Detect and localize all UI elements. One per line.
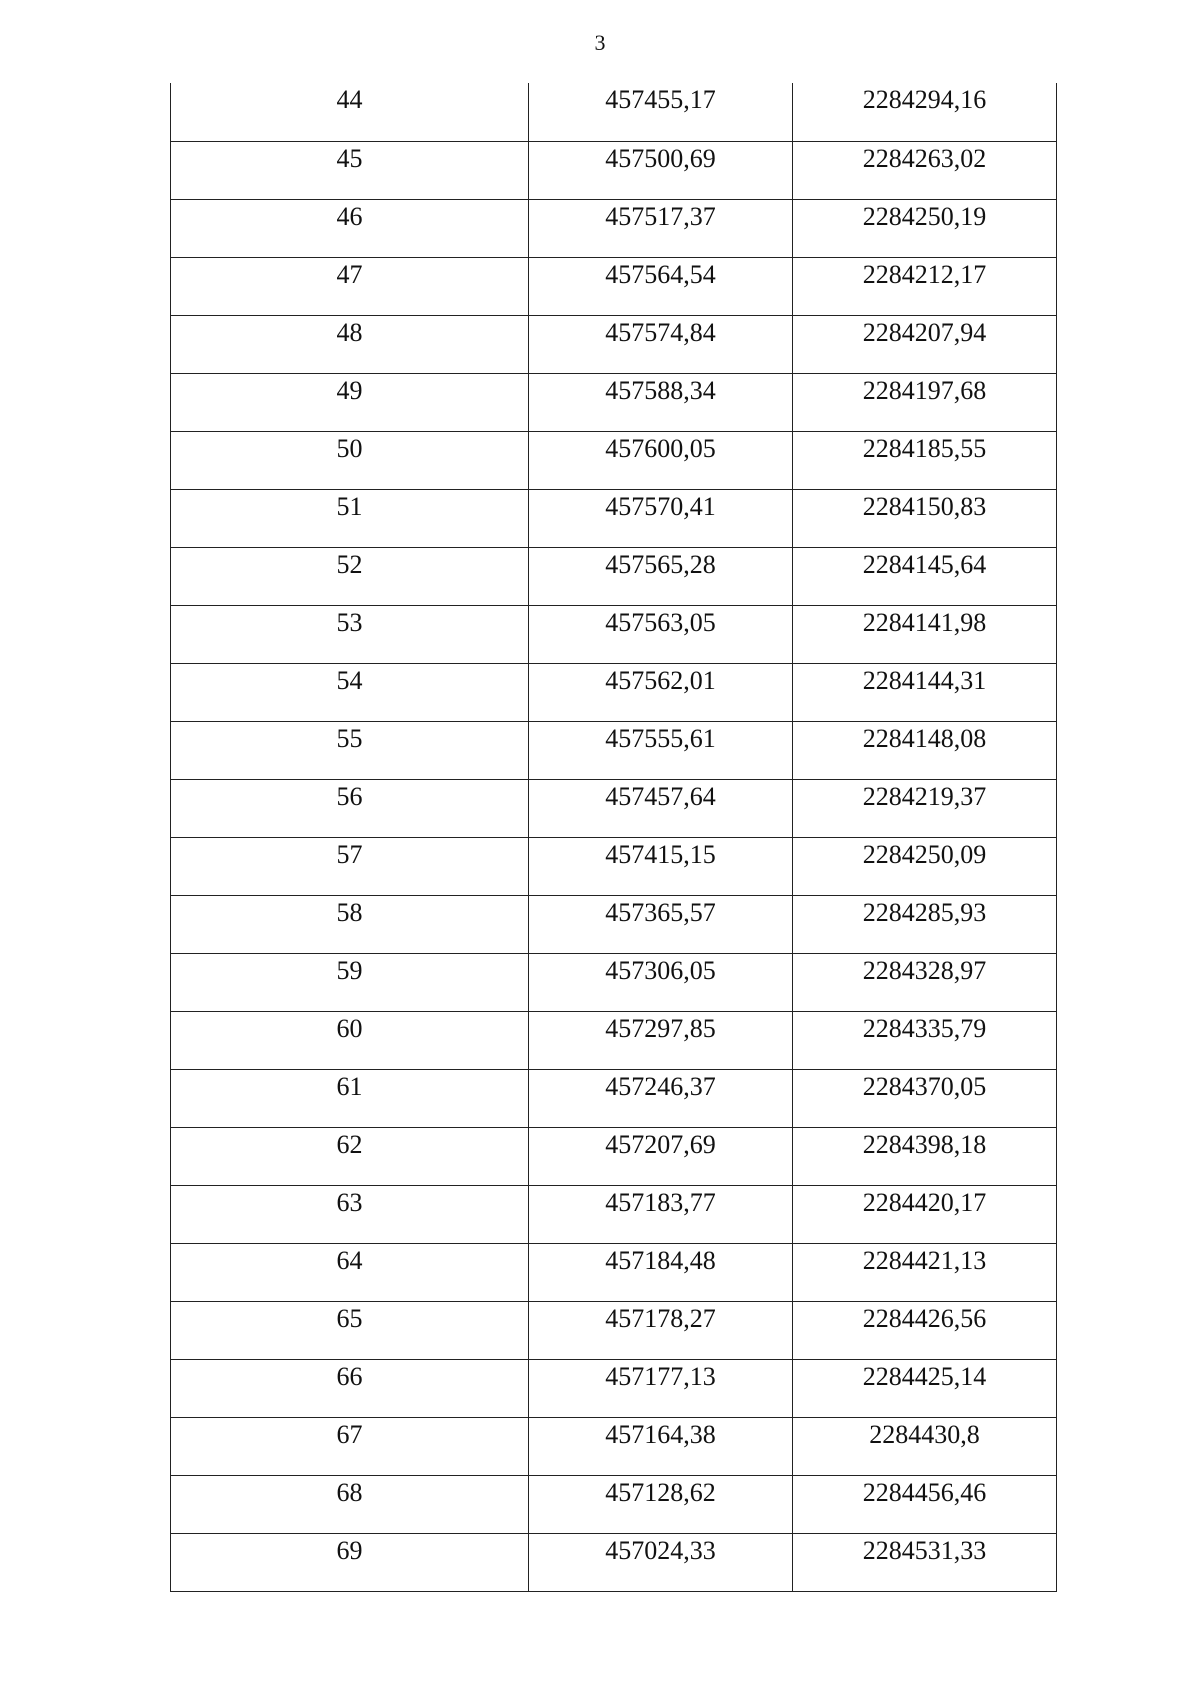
y-coordinate-cell: 2284328,97 [793, 953, 1057, 1011]
point-number-cell: 54 [171, 663, 529, 721]
x-coordinate-cell: 457564,54 [529, 257, 793, 315]
point-number-cell: 65 [171, 1301, 529, 1359]
y-coordinate-cell: 2284219,37 [793, 779, 1057, 837]
x-coordinate-cell: 457024,33 [529, 1533, 793, 1591]
y-coordinate-cell: 2284285,93 [793, 895, 1057, 953]
x-coordinate-cell: 457297,85 [529, 1011, 793, 1069]
y-coordinate-cell: 2284426,56 [793, 1301, 1057, 1359]
point-number-cell: 49 [171, 373, 529, 431]
table-row [171, 1243, 1057, 1301]
y-coordinate-cell: 2284456,46 [793, 1475, 1057, 1533]
y-coordinate-cell: 2284144,31 [793, 663, 1057, 721]
table-row [171, 489, 1057, 547]
point-number-cell: 59 [171, 953, 529, 1011]
y-coordinate-cell: 2284141,98 [793, 605, 1057, 663]
y-coordinate-cell: 2284398,18 [793, 1127, 1057, 1185]
y-coordinate-cell: 2284421,13 [793, 1243, 1057, 1301]
coordinates-table-body [171, 83, 1057, 1591]
x-coordinate-cell: 457365,57 [529, 895, 793, 953]
table-row [171, 431, 1057, 489]
table-row [171, 373, 1057, 431]
y-coordinate-cell: 2284148,08 [793, 721, 1057, 779]
point-number-cell: 53 [171, 605, 529, 663]
y-coordinate-cell: 2284370,05 [793, 1069, 1057, 1127]
x-coordinate-cell: 457588,34 [529, 373, 793, 431]
point-number-cell: 64 [171, 1243, 529, 1301]
x-coordinate-cell: 457555,61 [529, 721, 793, 779]
point-number-cell: 47 [171, 257, 529, 315]
x-coordinate-cell: 457562,01 [529, 663, 793, 721]
y-coordinate-cell: 2284185,55 [793, 431, 1057, 489]
x-coordinate-cell: 457184,48 [529, 1243, 793, 1301]
table-row [171, 721, 1057, 779]
table-row [171, 1533, 1057, 1591]
page-number: 3 [594, 30, 606, 55]
x-coordinate-cell: 457178,27 [529, 1301, 793, 1359]
y-coordinate-cell: 2284150,83 [793, 489, 1057, 547]
point-number-cell: 66 [171, 1359, 529, 1417]
point-number-cell: 48 [171, 315, 529, 373]
table-row [171, 257, 1057, 315]
table-row [171, 1417, 1057, 1475]
x-coordinate-cell: 457457,64 [529, 779, 793, 837]
point-number-cell: 45 [171, 141, 529, 199]
point-number-cell: 46 [171, 199, 529, 257]
table-row [171, 199, 1057, 257]
table-row [171, 315, 1057, 373]
point-number-cell: 67 [171, 1417, 529, 1475]
x-coordinate-cell: 457600,05 [529, 431, 793, 489]
y-coordinate-cell: 2284250,19 [793, 199, 1057, 257]
y-coordinate-cell: 2284207,94 [793, 315, 1057, 373]
table-row [171, 1475, 1057, 1533]
table-row [171, 83, 1057, 141]
table-row [171, 837, 1057, 895]
table-row [171, 895, 1057, 953]
table-row [171, 1069, 1057, 1127]
y-coordinate-cell: 2284263,02 [793, 141, 1057, 199]
x-coordinate-cell: 457500,69 [529, 141, 793, 199]
x-coordinate-cell: 457164,38 [529, 1417, 793, 1475]
point-number-cell: 44 [171, 83, 529, 141]
x-coordinate-cell: 457565,28 [529, 547, 793, 605]
table-row [171, 1185, 1057, 1243]
point-number-cell: 69 [171, 1533, 529, 1591]
table-row [171, 547, 1057, 605]
point-number-cell: 55 [171, 721, 529, 779]
table-row [171, 141, 1057, 199]
y-coordinate-cell: 2284212,17 [793, 257, 1057, 315]
x-coordinate-cell: 457128,62 [529, 1475, 793, 1533]
point-number-cell: 60 [171, 1011, 529, 1069]
point-number-cell: 68 [171, 1475, 529, 1533]
point-number-cell: 50 [171, 431, 529, 489]
y-coordinate-cell: 2284531,33 [793, 1533, 1057, 1591]
x-coordinate-cell: 457246,37 [529, 1069, 793, 1127]
y-coordinate-cell: 2284425,14 [793, 1359, 1057, 1417]
point-number-cell: 58 [171, 895, 529, 953]
point-number-cell: 52 [171, 547, 529, 605]
x-coordinate-cell: 457177,13 [529, 1359, 793, 1417]
x-coordinate-cell: 457570,41 [529, 489, 793, 547]
point-number-cell: 63 [171, 1185, 529, 1243]
x-coordinate-cell: 457455,17 [529, 83, 793, 141]
point-number-cell: 51 [171, 489, 529, 547]
x-coordinate-cell: 457415,15 [529, 837, 793, 895]
y-coordinate-cell: 2284430,8 [793, 1417, 1057, 1475]
y-coordinate-cell: 2284145,64 [793, 547, 1057, 605]
x-coordinate-cell: 457563,05 [529, 605, 793, 663]
table-row [171, 779, 1057, 837]
y-coordinate-cell: 2284335,79 [793, 1011, 1057, 1069]
x-coordinate-cell: 457574,84 [529, 315, 793, 373]
table-row [171, 1127, 1057, 1185]
y-coordinate-cell: 2284197,68 [793, 373, 1057, 431]
coordinates-table [170, 83, 1057, 1592]
x-coordinate-cell: 457207,69 [529, 1127, 793, 1185]
table-row [171, 1359, 1057, 1417]
point-number-cell: 57 [171, 837, 529, 895]
point-number-cell: 62 [171, 1127, 529, 1185]
table-row [171, 953, 1057, 1011]
table-row [171, 663, 1057, 721]
y-coordinate-cell: 2284250,09 [793, 837, 1057, 895]
table-row [171, 1301, 1057, 1359]
y-coordinate-cell: 2284420,17 [793, 1185, 1057, 1243]
x-coordinate-cell: 457517,37 [529, 199, 793, 257]
table-row [171, 605, 1057, 663]
y-coordinate-cell: 2284294,16 [793, 83, 1057, 141]
point-number-cell: 56 [171, 779, 529, 837]
point-number-cell: 61 [171, 1069, 529, 1127]
x-coordinate-cell: 457183,77 [529, 1185, 793, 1243]
x-coordinate-cell: 457306,05 [529, 953, 793, 1011]
table-row [171, 1011, 1057, 1069]
